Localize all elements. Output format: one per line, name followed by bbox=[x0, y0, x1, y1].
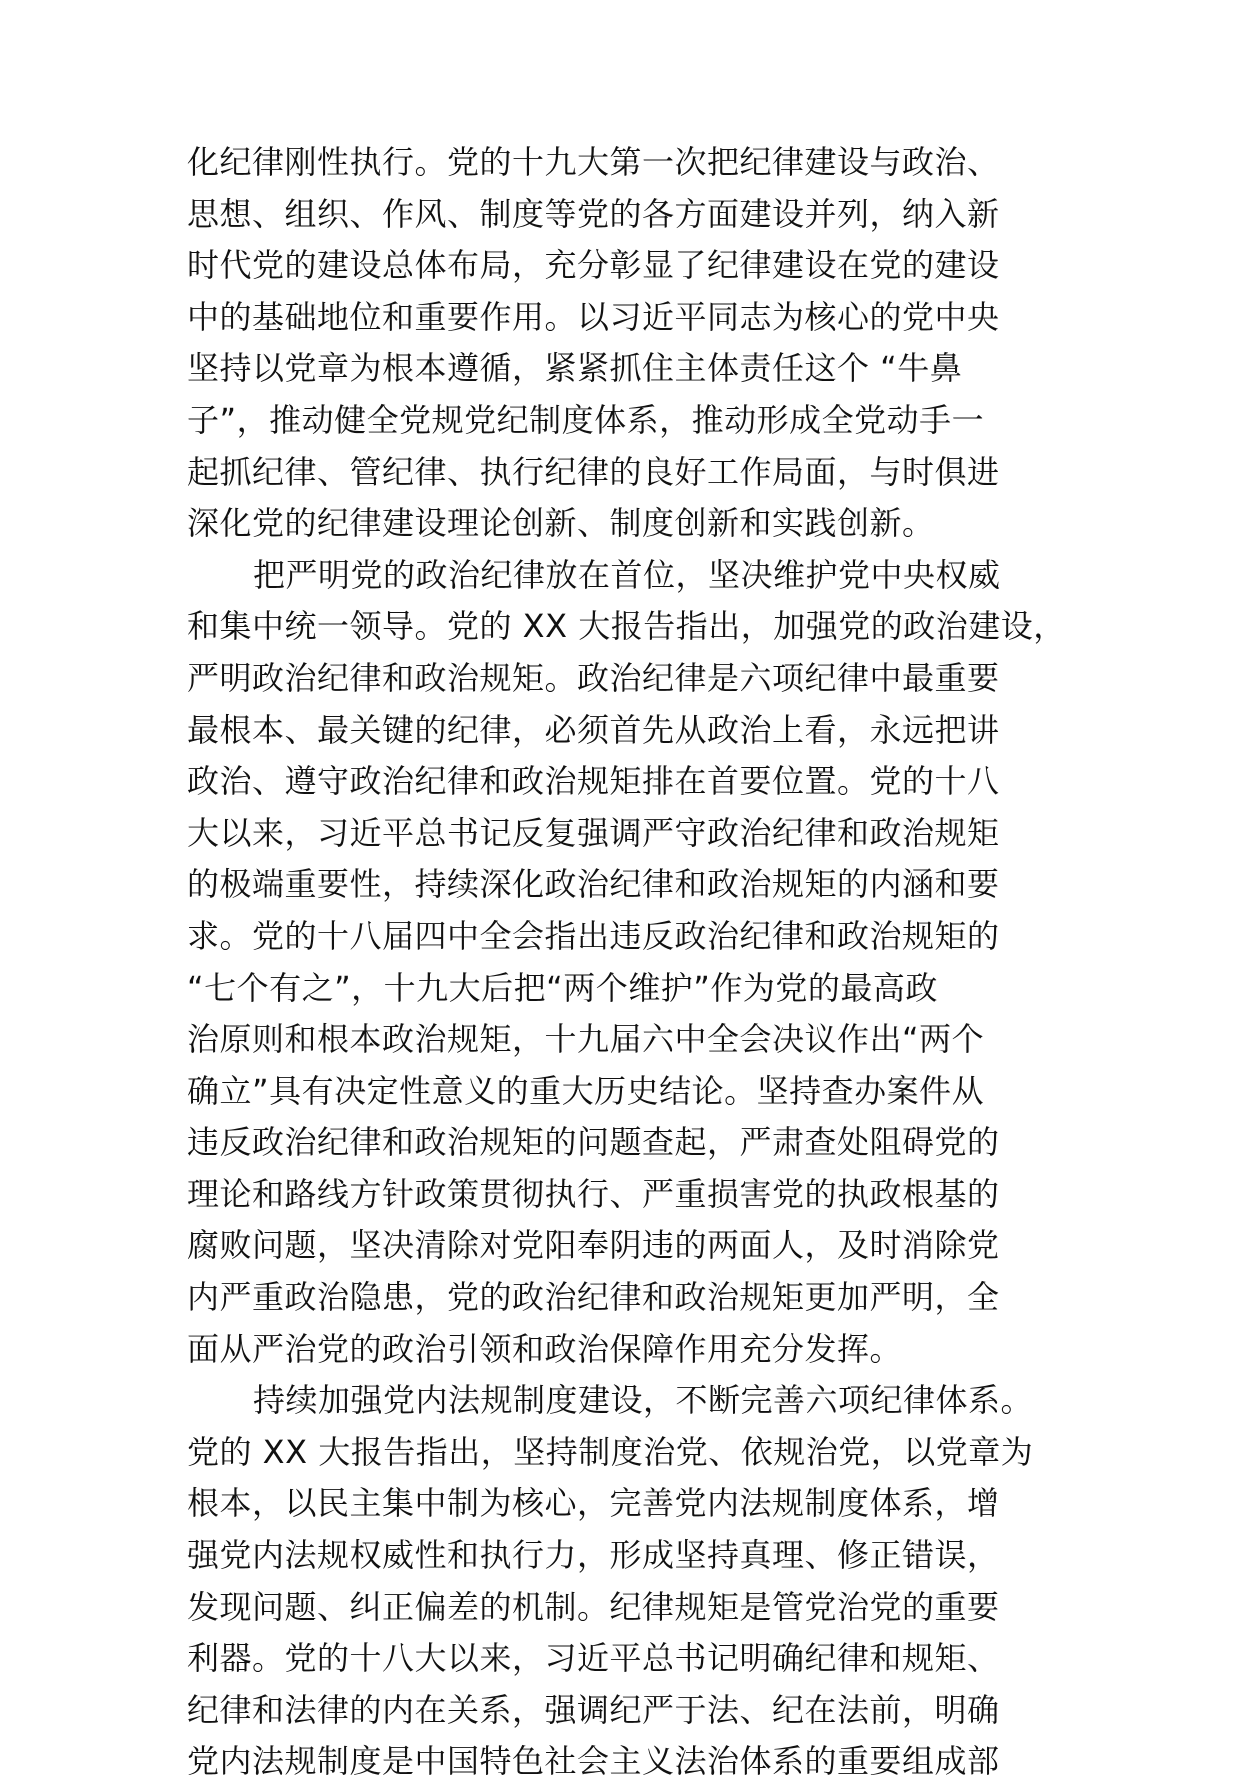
text-line: 严明政治纪律和政治规矩。政治纪律是六项纪律中最重要 bbox=[187, 658, 1000, 697]
text-line: 化纪律刚性执行。党的十九大第一次把纪律建设与政治、 bbox=[187, 143, 1000, 181]
text-line: 大以来，习近平总书记反复强调严守政治纪律和政治规矩 bbox=[187, 813, 1000, 852]
text-line: 思想、组织、作风、制度等党的各方面建设并列，纳入新 bbox=[187, 194, 1000, 233]
text-line: 坚持以党章为根本遵循，紧紧抓住主体责任这个 “牛鼻 bbox=[187, 349, 963, 388]
paragraph-3-intra-party-regulations bbox=[187, 1375, 1057, 1788]
text-line: 中的基础地位和重要作用。以习近平同志为核心的党中央 bbox=[187, 297, 1000, 336]
text-line: 根本，以民主集中制为核心，完善党内法规制度体系，增 bbox=[187, 1484, 1000, 1523]
paragraph-1-continuation bbox=[187, 137, 1057, 550]
text-line: 党内法规制度是中国特色社会主义法治体系的重要组成部 bbox=[187, 1742, 1000, 1781]
text-line: 深化党的纪律建设理论创新、制度创新和实践创新。 bbox=[187, 504, 935, 543]
text-line: 强党内法规权威性和执行力，形成坚持真理、修正错误， bbox=[187, 1536, 1000, 1575]
text-line: 起抓纪律、管纪律、执行纪律的良好工作局面，与时俱进 bbox=[187, 452, 1000, 491]
text-line: 和集中统一领导。党的 XX 大报告指出，加强党的政治建设， bbox=[187, 607, 1066, 646]
text-line: 纪律和法律的内在关系，强调纪严于法、纪在法前，明确 bbox=[187, 1690, 1000, 1729]
text-line: 确立”具有决定性意义的重大历史结论。坚持查办案件从 bbox=[187, 1071, 985, 1110]
text-line: 时代党的建设总体布局，充分彰显了纪律建设在党的建设 bbox=[187, 246, 1000, 285]
text-line: 政治、遵守政治纪律和政治规矩排在首要位置。党的十八 bbox=[187, 762, 1000, 801]
text-column bbox=[187, 137, 1066, 1788]
text-line: “七个有之”，十九大后把“两个维护”作为党的最高政 bbox=[187, 968, 938, 1007]
text-line: 腐败问题，坚决清除对党阳奉阴违的两面人，及时消除党 bbox=[187, 1226, 1000, 1265]
paragraph-first-line: 把严明党的政治纪律放在首位，坚决维护党中央权威 bbox=[253, 555, 1001, 594]
text-line: 子”，推动健全党规党纪制度体系，推动形成全党动手一 bbox=[187, 400, 985, 439]
text-line: 违反政治纪律和政治规矩的问题查起，严肃查处阻碍党的 bbox=[187, 1123, 1000, 1162]
text-line: 最根本、最关键的纪律，必须首先从政治上看，永远把讲 bbox=[187, 710, 1000, 749]
paragraph-2-political-discipline bbox=[187, 550, 1066, 1376]
text-line: 治原则和根本政治规矩，十九届六中全会决议作出“两个 bbox=[187, 1020, 985, 1059]
text-line: 利器。党的十八大以来，习近平总书记明确纪律和规矩、 bbox=[187, 1639, 1000, 1678]
text-line: 面从严治党的政治引领和政治保障作用充分发挥。 bbox=[187, 1329, 903, 1368]
text-line: 党的 XX 大报告指出，坚持制度治党、依规治党，以党章为 bbox=[187, 1432, 1034, 1471]
text-line: 理论和路线方针政策贯彻执行、严重损害党的执政根基的 bbox=[187, 1174, 1000, 1213]
paragraph-first-line: 持续加强党内法规制度建设，不断完善六项纪律体系。 bbox=[253, 1381, 1034, 1420]
text-line: 的极端重要性，持续深化政治纪律和政治规矩的内涵和要 bbox=[187, 865, 1000, 904]
text-line: 求。党的十八届四中全会指出违反政治纪律和政治规矩的 bbox=[187, 916, 1000, 955]
text-line: 内严重政治隐患，党的政治纪律和政治规矩更加严明，全 bbox=[187, 1278, 1000, 1317]
text-line: 发现问题、纠正偏差的机制。纪律规矩是管党治党的重要 bbox=[187, 1587, 1000, 1626]
